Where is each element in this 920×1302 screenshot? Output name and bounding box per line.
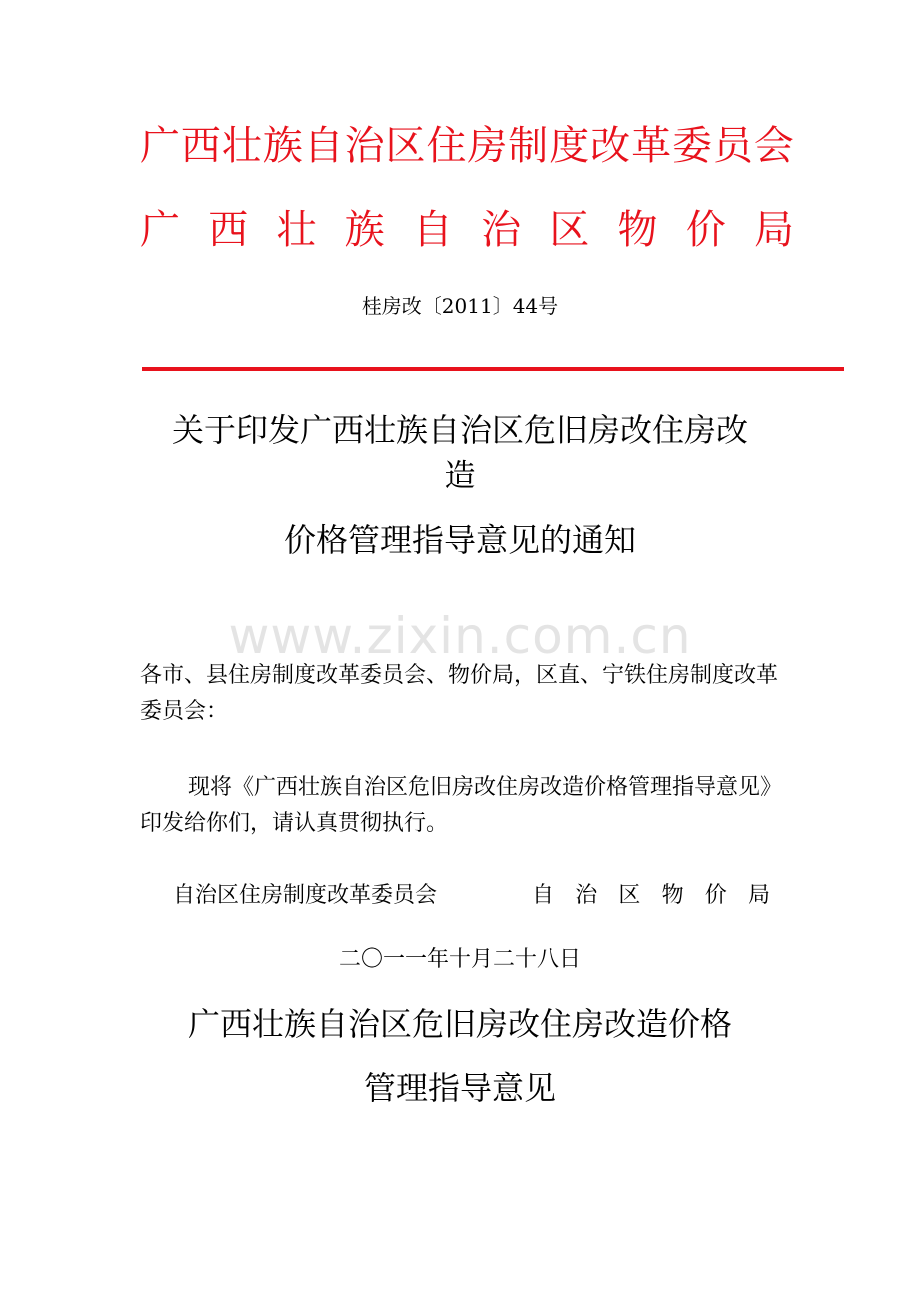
- heading-character: 西: [208, 207, 249, 253]
- heading-character: 度: [549, 123, 590, 169]
- heading-character: 房: [467, 123, 508, 169]
- heading-character: 自: [303, 123, 344, 169]
- addressee: 各市、县住房制度改革委员会、物价局，区直、宁铁住房制度改革委员会：: [140, 663, 779, 724]
- red-separator-line: [142, 367, 844, 371]
- heading-character: 区: [549, 207, 590, 253]
- heading-character: 委: [671, 123, 712, 169]
- issuer-line-1: [140, 122, 794, 170]
- heading-character: 治: [344, 123, 385, 169]
- heading-character: 壮: [276, 207, 317, 253]
- notice-title-line-1: 关于印发广西壮族自治区危旧房改住房改: [171, 411, 748, 449]
- heading-character: 价: [704, 883, 727, 908]
- heading-character: 广: [140, 123, 180, 169]
- issuer-line-2: [140, 206, 794, 254]
- heading-character: 西: [180, 123, 221, 169]
- signature-price-bureau: [532, 878, 770, 914]
- attachment-title-line-1: 广西壮族自治区危旧房改住房改造价格: [187, 1005, 732, 1043]
- heading-character: 改: [590, 123, 631, 169]
- heading-character: 治: [481, 207, 522, 253]
- issue-date: 二〇一一年十月二十八日: [338, 947, 581, 972]
- attachment-title-line-2: 管理指导意见: [363, 1069, 556, 1107]
- heading-character: 制: [508, 123, 549, 169]
- heading-character: 自: [412, 207, 453, 253]
- notice-title-line-2: 造: [444, 458, 476, 494]
- heading-character: 革: [631, 123, 672, 169]
- body-paragraph: 现将《广西壮族自治区危旧房改住房改造价格管理指导意见》印发给你们，请认真贯彻执行。: [140, 775, 783, 836]
- heading-character: 局: [747, 883, 770, 908]
- heading-character: 价: [685, 207, 726, 253]
- signature-housing-reform-committee: 自治区住房制度改革委员会: [173, 883, 438, 908]
- heading-character: 区: [618, 883, 641, 908]
- heading-character: 员: [712, 123, 753, 169]
- heading-character: 物: [661, 883, 684, 908]
- heading-character: 治: [575, 883, 598, 908]
- heading-character: 广: [140, 207, 180, 253]
- heading-character: 族: [344, 207, 385, 253]
- document-number: 桂房改〔2011〕44号: [361, 294, 559, 318]
- heading-character: 住: [426, 123, 467, 169]
- notice-title-line-3: 价格管理指导意见的通知: [283, 521, 636, 559]
- heading-character: 壮: [221, 123, 262, 169]
- heading-character: 会: [753, 123, 794, 169]
- heading-character: 族: [262, 123, 303, 169]
- heading-character: 局: [753, 207, 794, 253]
- heading-character: 自: [532, 883, 555, 908]
- heading-character: 物: [617, 207, 658, 253]
- watermark: www.zixin.com.cn: [228, 607, 692, 665]
- heading-character: 区: [385, 123, 426, 169]
